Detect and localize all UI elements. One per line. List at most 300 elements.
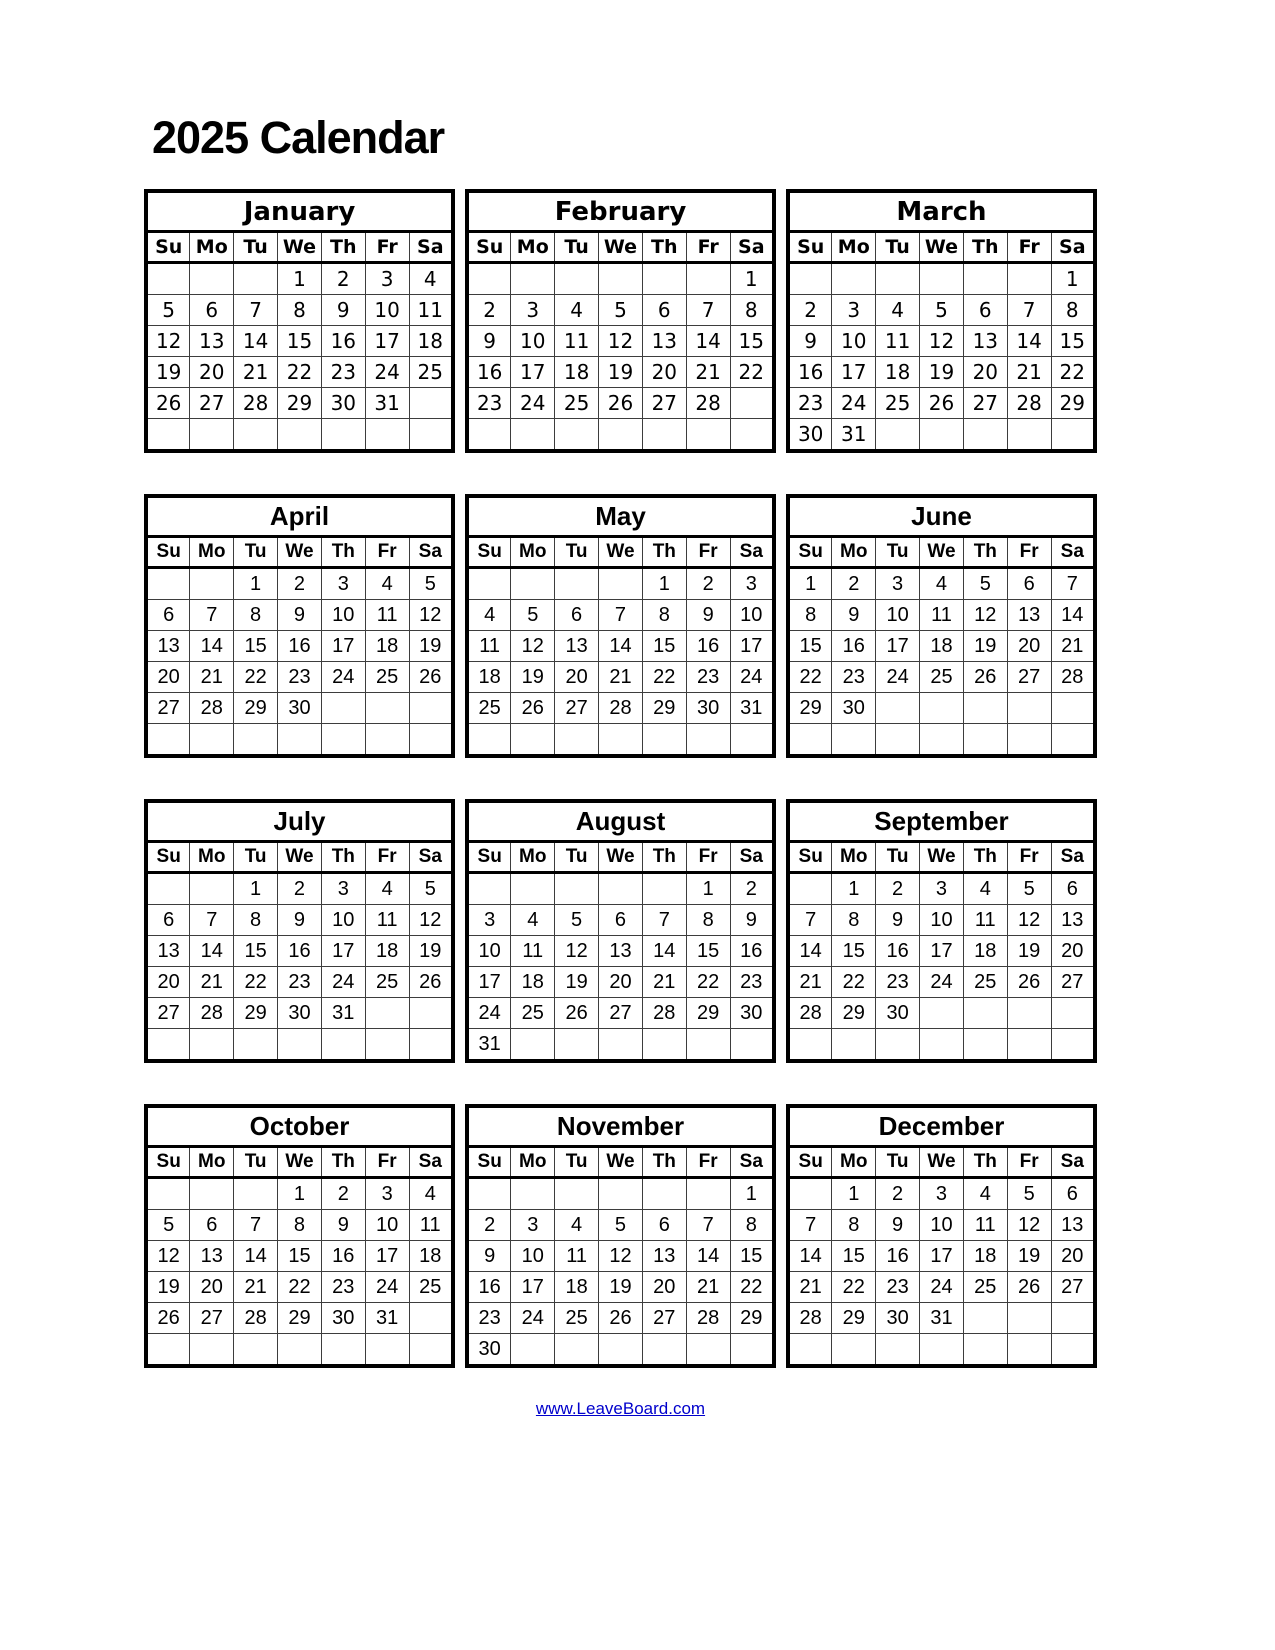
- day-cell: 29: [234, 693, 278, 724]
- day-cell: 27: [146, 693, 190, 724]
- day-cell: 11: [920, 600, 964, 631]
- day-cell: 30: [876, 1303, 920, 1334]
- day-header-row: [788, 842, 1095, 873]
- day-cell: 24: [920, 1272, 964, 1303]
- day-cell: [788, 263, 832, 295]
- day-header-tu: Tu: [555, 842, 599, 873]
- day-cell: 21: [642, 967, 686, 998]
- day-cell: 1: [832, 873, 876, 905]
- day-cell: 10: [832, 326, 876, 357]
- month-title: November: [467, 1106, 774, 1147]
- day-cell: 2: [876, 1178, 920, 1210]
- day-cell: 30: [467, 1334, 511, 1367]
- day-cell: 26: [1007, 1272, 1051, 1303]
- day-cell: [642, 263, 686, 295]
- day-cell: 28: [686, 1303, 730, 1334]
- week-row: [467, 357, 774, 388]
- day-cell: 27: [963, 388, 1007, 419]
- month-title: May: [467, 496, 774, 537]
- day-cell: 13: [642, 1241, 686, 1272]
- day-cell: [511, 568, 555, 600]
- day-cell: 4: [963, 873, 1007, 905]
- day-cell: 8: [730, 1210, 774, 1241]
- day-cell: 25: [365, 967, 409, 998]
- day-cell: [920, 724, 964, 757]
- day-cell: 23: [278, 967, 322, 998]
- day-cell: 11: [409, 295, 453, 326]
- day-cell: 26: [409, 662, 453, 693]
- day-cell: 13: [1007, 600, 1051, 631]
- day-cell: 14: [234, 326, 278, 357]
- day-cell: 5: [555, 905, 599, 936]
- day-cell: 14: [1051, 600, 1095, 631]
- day-cell: 22: [234, 662, 278, 693]
- day-cell: 10: [876, 600, 920, 631]
- day-cell: 15: [730, 1241, 774, 1272]
- day-cell: 8: [278, 1210, 322, 1241]
- day-cell: 29: [1051, 388, 1095, 419]
- day-cell: [278, 1029, 322, 1062]
- day-cell: [321, 724, 365, 757]
- day-cell: [1007, 724, 1051, 757]
- day-header-su: Su: [146, 232, 190, 263]
- day-header-sa: Sa: [1051, 232, 1095, 263]
- month-title-row: [788, 1106, 1095, 1147]
- month-title: January: [146, 191, 453, 232]
- day-cell: 16: [876, 1241, 920, 1272]
- week-row: [788, 724, 1095, 757]
- day-cell: 3: [321, 873, 365, 905]
- day-cell: [876, 724, 920, 757]
- week-row: [146, 388, 453, 419]
- day-header-th: Th: [963, 1147, 1007, 1178]
- day-cell: 28: [788, 998, 832, 1029]
- month-title: June: [788, 496, 1095, 537]
- day-cell: 15: [234, 936, 278, 967]
- day-cell: 24: [920, 967, 964, 998]
- day-cell: [146, 419, 190, 452]
- day-cell: 25: [876, 388, 920, 419]
- day-cell: 1: [278, 1178, 322, 1210]
- day-cell: 10: [321, 600, 365, 631]
- day-cell: 11: [963, 1210, 1007, 1241]
- month-panel-august: [465, 799, 776, 1063]
- day-cell: [920, 419, 964, 452]
- day-cell: 19: [599, 357, 643, 388]
- day-cell: [730, 419, 774, 452]
- day-cell: 30: [832, 693, 876, 724]
- day-cell: 15: [278, 326, 322, 357]
- day-cell: 2: [278, 568, 322, 600]
- day-cell: 21: [686, 357, 730, 388]
- day-cell: [1007, 998, 1051, 1029]
- day-header-mo: Mo: [190, 232, 234, 263]
- footer: [144, 1399, 1097, 1419]
- day-cell: 27: [190, 388, 234, 419]
- day-cell: [467, 873, 511, 905]
- day-cell: [963, 419, 1007, 452]
- day-cell: 24: [467, 998, 511, 1029]
- day-cell: 4: [963, 1178, 1007, 1210]
- day-cell: 25: [920, 662, 964, 693]
- week-row: [788, 1334, 1095, 1367]
- week-row: [467, 295, 774, 326]
- day-cell: 4: [920, 568, 964, 600]
- day-cell: [599, 419, 643, 452]
- day-cell: 13: [190, 1241, 234, 1272]
- day-cell: [234, 1029, 278, 1062]
- day-header-su: Su: [146, 842, 190, 873]
- day-cell: 19: [409, 936, 453, 967]
- day-cell: 21: [1007, 357, 1051, 388]
- day-cell: 4: [467, 600, 511, 631]
- page-title: 2025 Calendar: [152, 112, 445, 163]
- day-cell: 26: [146, 1303, 190, 1334]
- day-cell: 1: [234, 873, 278, 905]
- week-row: [467, 873, 774, 905]
- week-row: [467, 1334, 774, 1367]
- day-cell: 2: [788, 295, 832, 326]
- day-cell: 16: [321, 1241, 365, 1272]
- day-cell: 3: [511, 295, 555, 326]
- day-cell: 22: [730, 357, 774, 388]
- day-header-fr: Fr: [686, 537, 730, 568]
- day-header-we: We: [920, 1147, 964, 1178]
- week-row: [788, 295, 1095, 326]
- day-cell: [876, 1029, 920, 1062]
- day-cell: 28: [1051, 662, 1095, 693]
- week-row: [467, 967, 774, 998]
- day-cell: 22: [730, 1272, 774, 1303]
- day-cell: 30: [730, 998, 774, 1029]
- day-cell: 9: [686, 600, 730, 631]
- day-cell: 15: [686, 936, 730, 967]
- day-cell: 5: [599, 295, 643, 326]
- day-cell: 8: [642, 600, 686, 631]
- day-header-sa: Sa: [409, 537, 453, 568]
- day-cell: [1007, 419, 1051, 452]
- day-cell: 28: [234, 1303, 278, 1334]
- day-cell: 7: [686, 1210, 730, 1241]
- day-cell: 8: [234, 600, 278, 631]
- day-cell: 26: [146, 388, 190, 419]
- day-cell: [1007, 263, 1051, 295]
- day-cell: [409, 1334, 453, 1367]
- day-cell: 7: [788, 1210, 832, 1241]
- month-title: April: [146, 496, 453, 537]
- month-panel-february: [465, 189, 776, 453]
- day-cell: 13: [146, 936, 190, 967]
- day-cell: 28: [599, 693, 643, 724]
- day-cell: [190, 568, 234, 600]
- day-cell: 9: [788, 326, 832, 357]
- day-cell: 31: [832, 419, 876, 452]
- day-cell: 1: [686, 873, 730, 905]
- day-cell: [511, 419, 555, 452]
- month-title-row: [467, 1106, 774, 1147]
- day-header-su: Su: [467, 1147, 511, 1178]
- day-cell: 23: [876, 967, 920, 998]
- day-cell: 13: [963, 326, 1007, 357]
- day-cell: [963, 1334, 1007, 1367]
- day-cell: [686, 263, 730, 295]
- day-header-we: We: [920, 232, 964, 263]
- footer-link[interactable]: www.LeaveBoard.com: [535, 1399, 706, 1418]
- day-cell: [642, 1029, 686, 1062]
- day-cell: 30: [321, 1303, 365, 1334]
- day-cell: 19: [511, 662, 555, 693]
- day-cell: 1: [642, 568, 686, 600]
- month-panel-may: [465, 494, 776, 758]
- day-header-tu: Tu: [555, 1147, 599, 1178]
- day-header-sa: Sa: [730, 842, 774, 873]
- day-header-tu: Tu: [876, 232, 920, 263]
- day-cell: 17: [730, 631, 774, 662]
- week-row: [788, 873, 1095, 905]
- day-cell: 4: [511, 905, 555, 936]
- day-cell: 10: [321, 905, 365, 936]
- day-cell: 21: [234, 1272, 278, 1303]
- day-header-sa: Sa: [409, 232, 453, 263]
- week-row: [467, 905, 774, 936]
- day-cell: 17: [511, 357, 555, 388]
- day-header-tu: Tu: [555, 232, 599, 263]
- day-header-th: Th: [321, 842, 365, 873]
- day-cell: 28: [190, 693, 234, 724]
- day-cell: 1: [730, 1178, 774, 1210]
- day-cell: [409, 693, 453, 724]
- day-cell: 7: [788, 905, 832, 936]
- day-cell: 12: [920, 326, 964, 357]
- day-cell: 12: [146, 326, 190, 357]
- day-cell: 11: [511, 936, 555, 967]
- day-cell: 18: [409, 326, 453, 357]
- day-cell: 26: [511, 693, 555, 724]
- day-cell: [876, 693, 920, 724]
- day-cell: 27: [642, 388, 686, 419]
- day-cell: [1051, 419, 1095, 452]
- day-cell: 4: [555, 1210, 599, 1241]
- day-cell: 5: [1007, 873, 1051, 905]
- day-cell: 6: [599, 905, 643, 936]
- week-row: [788, 600, 1095, 631]
- day-cell: 13: [555, 631, 599, 662]
- day-cell: 16: [686, 631, 730, 662]
- day-cell: 29: [686, 998, 730, 1029]
- day-cell: 18: [365, 936, 409, 967]
- month-title: March: [788, 191, 1095, 232]
- day-cell: 31: [365, 1303, 409, 1334]
- day-cell: [409, 1303, 453, 1334]
- day-cell: 11: [467, 631, 511, 662]
- day-cell: [365, 1029, 409, 1062]
- day-cell: 24: [365, 357, 409, 388]
- day-cell: 22: [234, 967, 278, 998]
- day-cell: [876, 419, 920, 452]
- day-cell: 25: [555, 1303, 599, 1334]
- day-cell: 7: [1007, 295, 1051, 326]
- day-cell: [234, 419, 278, 452]
- day-cell: 16: [730, 936, 774, 967]
- day-header-mo: Mo: [190, 842, 234, 873]
- day-cell: [146, 263, 190, 295]
- day-cell: 19: [146, 1272, 190, 1303]
- calendar-grid: [144, 189, 1097, 1368]
- day-header-we: We: [599, 232, 643, 263]
- day-cell: 3: [321, 568, 365, 600]
- day-cell: [730, 724, 774, 757]
- day-cell: 20: [599, 967, 643, 998]
- day-header-tu: Tu: [555, 537, 599, 568]
- day-header-mo: Mo: [190, 1147, 234, 1178]
- day-cell: 18: [409, 1241, 453, 1272]
- day-header-th: Th: [642, 232, 686, 263]
- day-cell: 14: [234, 1241, 278, 1272]
- day-cell: 4: [365, 568, 409, 600]
- day-header-sa: Sa: [409, 842, 453, 873]
- day-cell: 10: [920, 905, 964, 936]
- day-cell: 18: [555, 357, 599, 388]
- day-header-tu: Tu: [234, 842, 278, 873]
- day-cell: 23: [832, 662, 876, 693]
- day-cell: 20: [642, 357, 686, 388]
- day-cell: 9: [832, 600, 876, 631]
- day-cell: 13: [642, 326, 686, 357]
- day-header-tu: Tu: [234, 1147, 278, 1178]
- day-cell: 17: [365, 326, 409, 357]
- day-cell: 23: [686, 662, 730, 693]
- day-cell: 4: [409, 263, 453, 295]
- day-cell: 3: [920, 873, 964, 905]
- day-header-fr: Fr: [365, 232, 409, 263]
- day-cell: 3: [730, 568, 774, 600]
- week-row: [146, 998, 453, 1029]
- week-row: [788, 662, 1095, 693]
- week-row: [146, 873, 453, 905]
- day-cell: 11: [555, 1241, 599, 1272]
- day-cell: 23: [321, 1272, 365, 1303]
- day-cell: 6: [190, 295, 234, 326]
- day-cell: [467, 419, 511, 452]
- week-row: [788, 419, 1095, 452]
- day-cell: [555, 1029, 599, 1062]
- week-row: [146, 724, 453, 757]
- week-row: [467, 600, 774, 631]
- week-row: [788, 998, 1095, 1029]
- day-cell: 2: [467, 1210, 511, 1241]
- day-cell: 17: [321, 631, 365, 662]
- day-header-mo: Mo: [832, 537, 876, 568]
- day-cell: [1007, 693, 1051, 724]
- day-cell: 10: [467, 936, 511, 967]
- day-cell: 6: [642, 295, 686, 326]
- day-cell: [920, 1334, 964, 1367]
- day-cell: [642, 1334, 686, 1367]
- day-cell: 22: [686, 967, 730, 998]
- day-cell: 11: [365, 600, 409, 631]
- day-cell: [599, 568, 643, 600]
- day-cell: 3: [876, 568, 920, 600]
- week-row: [146, 1210, 453, 1241]
- day-header-row: [788, 232, 1095, 263]
- day-cell: 21: [234, 357, 278, 388]
- day-cell: 3: [511, 1210, 555, 1241]
- month-panel-october: [144, 1104, 455, 1368]
- day-cell: [409, 1029, 453, 1062]
- day-cell: 18: [963, 936, 1007, 967]
- day-cell: 12: [409, 905, 453, 936]
- day-cell: 12: [1007, 1210, 1051, 1241]
- day-header-su: Su: [788, 1147, 832, 1178]
- day-cell: 24: [876, 662, 920, 693]
- month-title-row: [146, 191, 453, 232]
- day-header-th: Th: [963, 232, 1007, 263]
- day-cell: 3: [920, 1178, 964, 1210]
- day-header-row: [146, 1147, 453, 1178]
- day-cell: 10: [365, 295, 409, 326]
- day-header-th: Th: [963, 537, 1007, 568]
- week-row: [467, 1029, 774, 1062]
- month-panel-september: [786, 799, 1097, 1063]
- day-cell: [788, 1029, 832, 1062]
- day-cell: 18: [511, 967, 555, 998]
- day-cell: [409, 388, 453, 419]
- day-cell: 19: [555, 967, 599, 998]
- day-cell: 7: [190, 905, 234, 936]
- day-cell: [190, 1334, 234, 1367]
- day-cell: [963, 724, 1007, 757]
- day-cell: [599, 1178, 643, 1210]
- day-cell: 31: [467, 1029, 511, 1062]
- day-cell: [511, 1029, 555, 1062]
- week-row: [788, 1210, 1095, 1241]
- day-cell: 21: [788, 1272, 832, 1303]
- day-cell: [365, 724, 409, 757]
- day-cell: [190, 1178, 234, 1210]
- day-header-fr: Fr: [686, 232, 730, 263]
- day-cell: [321, 693, 365, 724]
- day-cell: 28: [788, 1303, 832, 1334]
- day-cell: 2: [686, 568, 730, 600]
- day-cell: 13: [1051, 905, 1095, 936]
- day-cell: 29: [832, 998, 876, 1029]
- day-header-we: We: [599, 842, 643, 873]
- day-cell: 15: [234, 631, 278, 662]
- day-header-tu: Tu: [876, 537, 920, 568]
- day-cell: 5: [920, 295, 964, 326]
- day-header-sa: Sa: [730, 232, 774, 263]
- day-cell: [555, 873, 599, 905]
- day-cell: [686, 419, 730, 452]
- day-header-fr: Fr: [686, 1147, 730, 1178]
- day-cell: 26: [920, 388, 964, 419]
- day-cell: [832, 1029, 876, 1062]
- day-cell: 29: [642, 693, 686, 724]
- day-cell: 16: [467, 1272, 511, 1303]
- day-cell: 14: [686, 1241, 730, 1272]
- day-cell: 15: [832, 936, 876, 967]
- day-cell: 20: [1007, 631, 1051, 662]
- day-cell: 16: [278, 936, 322, 967]
- day-cell: [1051, 1303, 1095, 1334]
- day-cell: 7: [686, 295, 730, 326]
- day-cell: [555, 1178, 599, 1210]
- day-cell: 14: [788, 1241, 832, 1272]
- day-cell: 5: [409, 568, 453, 600]
- month-title-row: [146, 1106, 453, 1147]
- week-row: [146, 1178, 453, 1210]
- week-row: [788, 967, 1095, 998]
